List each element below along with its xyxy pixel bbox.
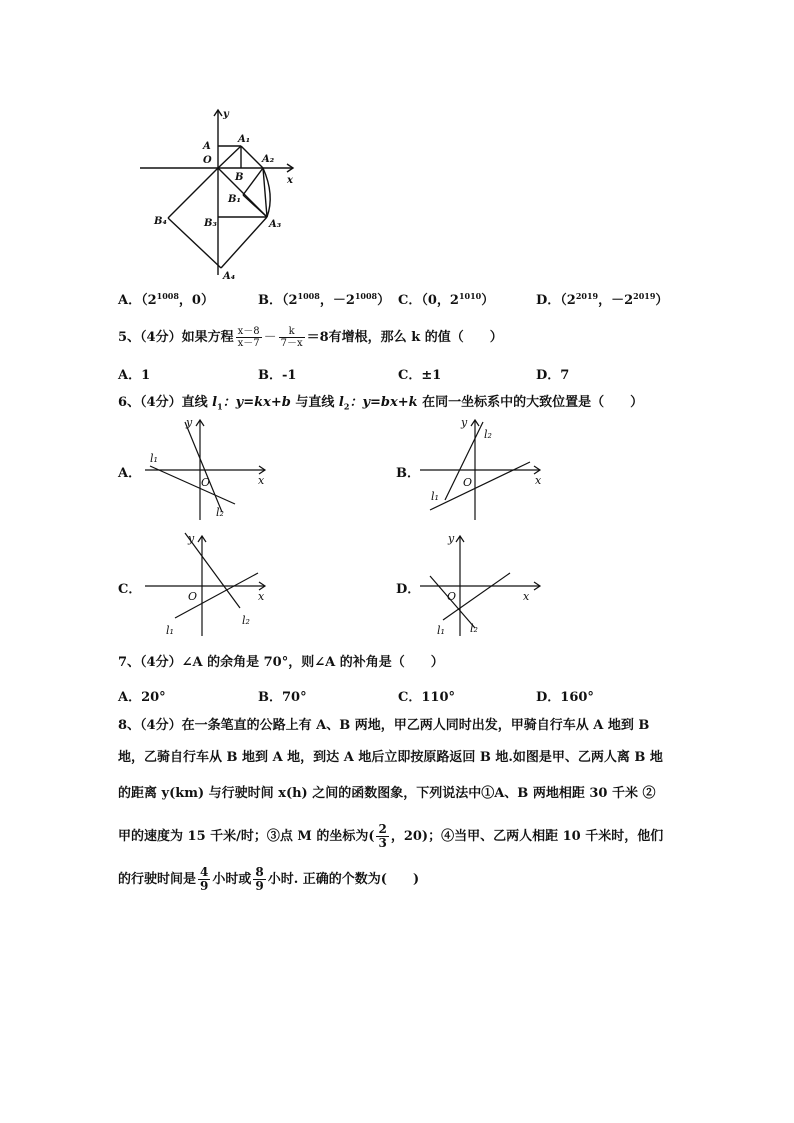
- q6-c-l1-label: l₁: [166, 624, 174, 637]
- q4-option-b-post: ）: [377, 293, 391, 308]
- q6-l2-expr: ：y=bx+k: [349, 395, 418, 410]
- q4-option-b-exp1: 1008: [297, 291, 320, 301]
- q8-line-5-b: 小时或: [212, 872, 252, 887]
- q4-option-d-exp2: 2019: [633, 291, 656, 301]
- q4-label-B4: B₄: [154, 216, 167, 227]
- q4-option-d[interactable]: [536, 289, 668, 308]
- q4-label-x: x: [287, 175, 293, 186]
- q6-c-origin-label: O: [188, 590, 198, 603]
- q6-c-x-label: x: [258, 590, 265, 603]
- q5-stem: [118, 326, 503, 349]
- q4-option-c-pre: （0，2: [421, 293, 459, 308]
- q8-line-5: [118, 866, 419, 893]
- q6-c-y-label: y: [188, 532, 195, 545]
- q8-fraction-four-ninths: [198, 866, 210, 893]
- q6-c-l2-label: l₂: [242, 614, 250, 627]
- q5-option-d[interactable]: D．7: [536, 368, 570, 383]
- q4-label-B: B: [235, 172, 244, 183]
- q8-line-1: 8、（4分）在一条笔直的公路上有 A、B 两地，甲乙两人同时出发，甲骑自行车从 A 地到 B: [118, 718, 650, 733]
- q6-d-l1-label: l₁: [437, 624, 445, 637]
- q4-option-d-exp1: 2019: [575, 291, 599, 301]
- q7-option-b[interactable]: B．70°: [258, 690, 307, 705]
- q4-option-a-mid: ，0）: [178, 293, 214, 308]
- q6-l1-expr: ：y=kx+b: [222, 395, 291, 410]
- q8-fraction-two-thirds-num: 2: [378, 822, 387, 836]
- q6-d-x-label: x: [523, 590, 530, 603]
- q6-b-y-label: y: [461, 416, 468, 429]
- q6-graph-a[interactable]: [140, 412, 280, 522]
- q6-l2-sub: 2: [343, 401, 350, 412]
- q7-option-d[interactable]: D．160°: [536, 690, 594, 705]
- q6-a-l2-label: l₂: [216, 506, 224, 519]
- q6-graph-b[interactable]: [415, 412, 555, 522]
- q6-b-l1-label: l₁: [431, 490, 439, 503]
- q6-a-origin-label: O: [201, 476, 211, 489]
- q6-d-l2-label: l₂: [470, 622, 478, 635]
- q8-fraction-eight-ninths-num: 8: [255, 865, 264, 879]
- q5-fraction-2-num: k: [279, 326, 305, 338]
- q4-figure: [135, 105, 305, 285]
- q4-label-A1: A₁: [238, 134, 251, 145]
- q4-option-c-exp: 1010: [458, 291, 482, 301]
- q4-option-c-letter: C．: [398, 293, 422, 308]
- q5-minus: －: [263, 330, 277, 345]
- q5-fraction-1: [236, 326, 262, 349]
- q4-option-c[interactable]: [398, 289, 494, 308]
- q8-fraction-eight-ninths: [253, 866, 265, 893]
- q6-option-a-letter[interactable]: A．: [118, 466, 142, 481]
- q4-option-d-mid: ，－2: [598, 293, 634, 308]
- q6-a-x-label: x: [258, 474, 265, 487]
- q4-option-a-exp: 1008: [156, 291, 179, 301]
- q5-fraction-2-den: 7－x: [280, 338, 303, 349]
- q8-line-3: 的距离 y(km) 与行驶时间 x(h) 之间的函数图象，下列说法中①A、B 两地相距 30 千米 ②: [118, 786, 656, 801]
- q6-b-x-label: x: [535, 474, 542, 487]
- q6-option-c-letter[interactable]: C．: [118, 582, 142, 597]
- q4-option-b[interactable]: [258, 289, 390, 308]
- q4-option-d-post: ）: [655, 293, 669, 308]
- q5-lead: 5、（4分）如果方程: [118, 330, 234, 345]
- q5-option-c[interactable]: C．±1: [398, 368, 442, 383]
- q8-line-5-a: 的行驶时间是: [118, 872, 197, 887]
- q5-option-b[interactable]: B．-1: [258, 368, 297, 383]
- q5-fraction-1-num: x－8: [237, 326, 260, 337]
- q6-l1-sub: 1: [217, 401, 223, 412]
- q5-fraction-2: [279, 326, 305, 349]
- q4-option-a[interactable]: [118, 289, 214, 308]
- q6-graph-c[interactable]: [140, 528, 280, 640]
- q8-fraction-eight-ninths-den: 9: [255, 879, 264, 893]
- q6-option-b-letter[interactable]: B．: [396, 466, 420, 481]
- q6-mid: 与直线: [290, 395, 339, 410]
- q7-stem: 7、（4分）∠A 的余角是 70°，则∠A 的补角是（ ）: [118, 655, 444, 670]
- q7-option-c[interactable]: C．110°: [398, 690, 455, 705]
- q4-label-O: O: [203, 155, 212, 166]
- q8-fraction-four-ninths-num: 4: [200, 865, 209, 879]
- q8-line-4: [118, 823, 663, 850]
- q6-lead: 6、（4分）直线: [118, 395, 213, 410]
- q4-option-c-mid: ）: [481, 293, 495, 308]
- q6-a-y-label: y: [186, 416, 193, 429]
- q6-l1: l: [212, 395, 218, 410]
- q6-d-y-label: y: [448, 532, 455, 545]
- q8-line-4-a: 甲的速度为 15 千米/时；③点 M 的坐标为(: [118, 829, 375, 844]
- q5-eq: ＝8有增根，那么 k 的值（ ）: [306, 330, 503, 345]
- q4-option-b-letter: B．: [258, 293, 282, 308]
- q8-fraction-two-thirds-den: 3: [378, 836, 387, 850]
- q8-fraction-four-ninths-den: 9: [200, 879, 209, 893]
- q4-option-a-pre: （2: [141, 293, 157, 308]
- q5-fraction-1-den: x－7: [237, 338, 260, 349]
- q8-line-2: 地，乙骑自行车从 B 地到 A 地，到达 A 地后立即按原路返回 B 地.如图是甲、乙两人离 B 地: [118, 750, 663, 765]
- q4-label-B3: B₃: [204, 218, 217, 229]
- q4-label-A4: A₄: [223, 271, 236, 282]
- q4-label-y: y: [223, 109, 229, 120]
- q6-a-l1-label: l₁: [150, 452, 158, 465]
- q4-option-b-exp2: 1008: [354, 291, 378, 301]
- q4-label-A3: A₃: [269, 219, 282, 230]
- q4-label-A: A: [203, 141, 211, 152]
- q4-option-b-mid: ，－2: [319, 293, 355, 308]
- q4-option-a-letter: A．: [118, 293, 142, 308]
- q4-option-d-pre: （2: [560, 293, 576, 308]
- q7-option-a[interactable]: A．20°: [118, 690, 166, 705]
- q6-l2: l: [338, 395, 344, 410]
- q4-label-B1: B₁: [228, 194, 241, 205]
- q6-b-origin-label: O: [463, 476, 473, 489]
- q6-graph-d[interactable]: [415, 528, 555, 640]
- q6-b-l2-label: l₂: [484, 428, 492, 441]
- q6-option-d-letter[interactable]: D．: [396, 582, 421, 597]
- q8-fraction-two-thirds: [376, 823, 388, 850]
- q8-line-5-c: 小时. 正确的个数为( ): [267, 872, 420, 887]
- q6-d-origin-label: O: [447, 590, 457, 603]
- q6-tail: 在同一坐标系中的大致位置是（ ）: [417, 395, 644, 410]
- q4-label-A2: A₂: [262, 154, 275, 165]
- q5-option-a[interactable]: A．1: [118, 368, 151, 383]
- q4-option-d-letter: D．: [536, 293, 561, 308]
- q8-line-4-b: ，20)；④当甲、乙两人相距 10 千米时，他们: [390, 829, 664, 844]
- q4-option-b-pre: （2: [282, 293, 298, 308]
